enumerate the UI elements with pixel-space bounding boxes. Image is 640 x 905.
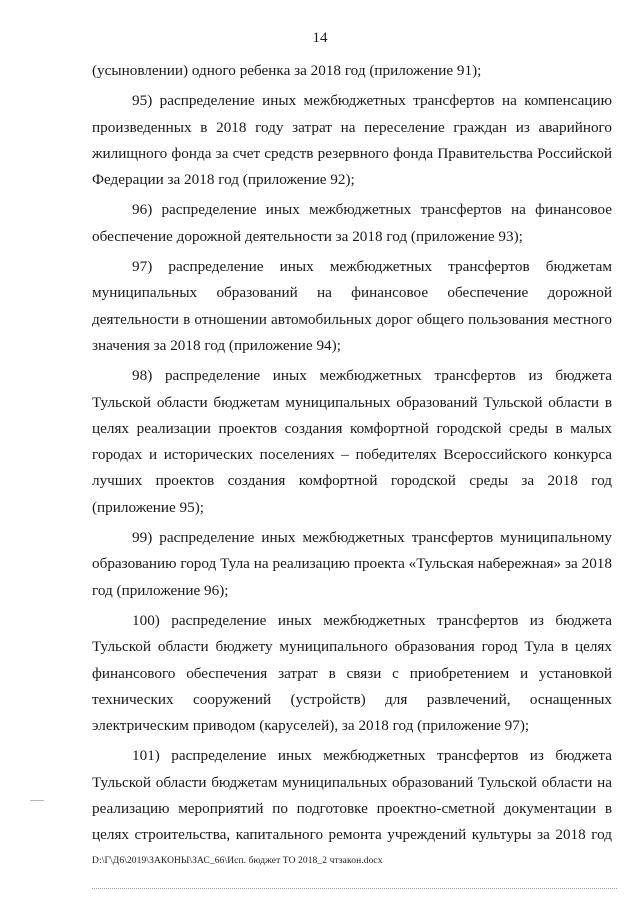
paragraph-item-99: 99) распределение иных межбюджетных трансфертов муниципальному образованию город Тула на реализацию проекта «Тульская набережная» за 2018 год (приложение 96);	[92, 529, 612, 599]
document-body	[92, 58, 612, 853]
paragraph-item-101: 101) распределение иных межбюджетных трансфертов из бюджета Тульской области бюджетам муниципальных образований Тульской области на реализацию мероприятий по подготовке проектно-сметной документации в целях строительства, капитального ремонта учреждений культуры за 2018 год	[92, 747, 612, 844]
page-number: 14	[312, 30, 328, 46]
paragraph-item-95: 95) распределение иных межбюджетных трансфертов на компенсацию произведенных в 2018 году затрат на переселение граждан из аварийного жилищного фонда за счет средств резервного фонда Правительства Российской Федерации за 2018 год (приложение 92);	[92, 92, 612, 189]
margin-mark	[30, 800, 44, 801]
paragraph-continuation: (усыновлении) одного ребенка за 2018 год (приложение 91);	[92, 62, 482, 79]
bottom-dotted-rule	[92, 888, 617, 889]
paragraph-item-97: 97) распределение иных межбюджетных трансфертов бюджетам муниципальных образований на финансовое обеспечение дорожной деятельности в отношении автомобильных дорог общего пользования местного значения за 2018 год (приложение 94);	[92, 258, 612, 354]
footer-file-path: D:\Г\Д6\2019\ЗАКОНЫ\ЗАС_66\Исп. бюджет ТО 2018_2 чтзакон.docx	[92, 856, 383, 866]
paragraph-item-100: 100) распределение иных межбюджетных трансфертов из бюджета Тульской области бюджету муниципального образования город Тула в целях финансового обеспечения затрат в связи с приобретением и установкой технических сооружений (устройств) для развлечений, оснащенных электрическим приводом (каруселей), за 2018 год (приложение 97);	[92, 611, 612, 735]
paragraph-item-98: 98) распределение иных межбюджетных трансфертов из бюджета Тульской области бюджетам муниципальных образований Тульской области в целях реализации проектов создания комфортной городской среды в малых городах и исторических поселениях – победителях Всероссийского конкурса лучших проектов создания комфортной городской среды за 2018 год (приложение 95);	[92, 367, 612, 516]
paragraph-item-96: 96) распределение иных межбюджетных трансфертов на финансовое обеспечение дорожной деятельности за 2018 год (приложение 93);	[92, 201, 612, 245]
